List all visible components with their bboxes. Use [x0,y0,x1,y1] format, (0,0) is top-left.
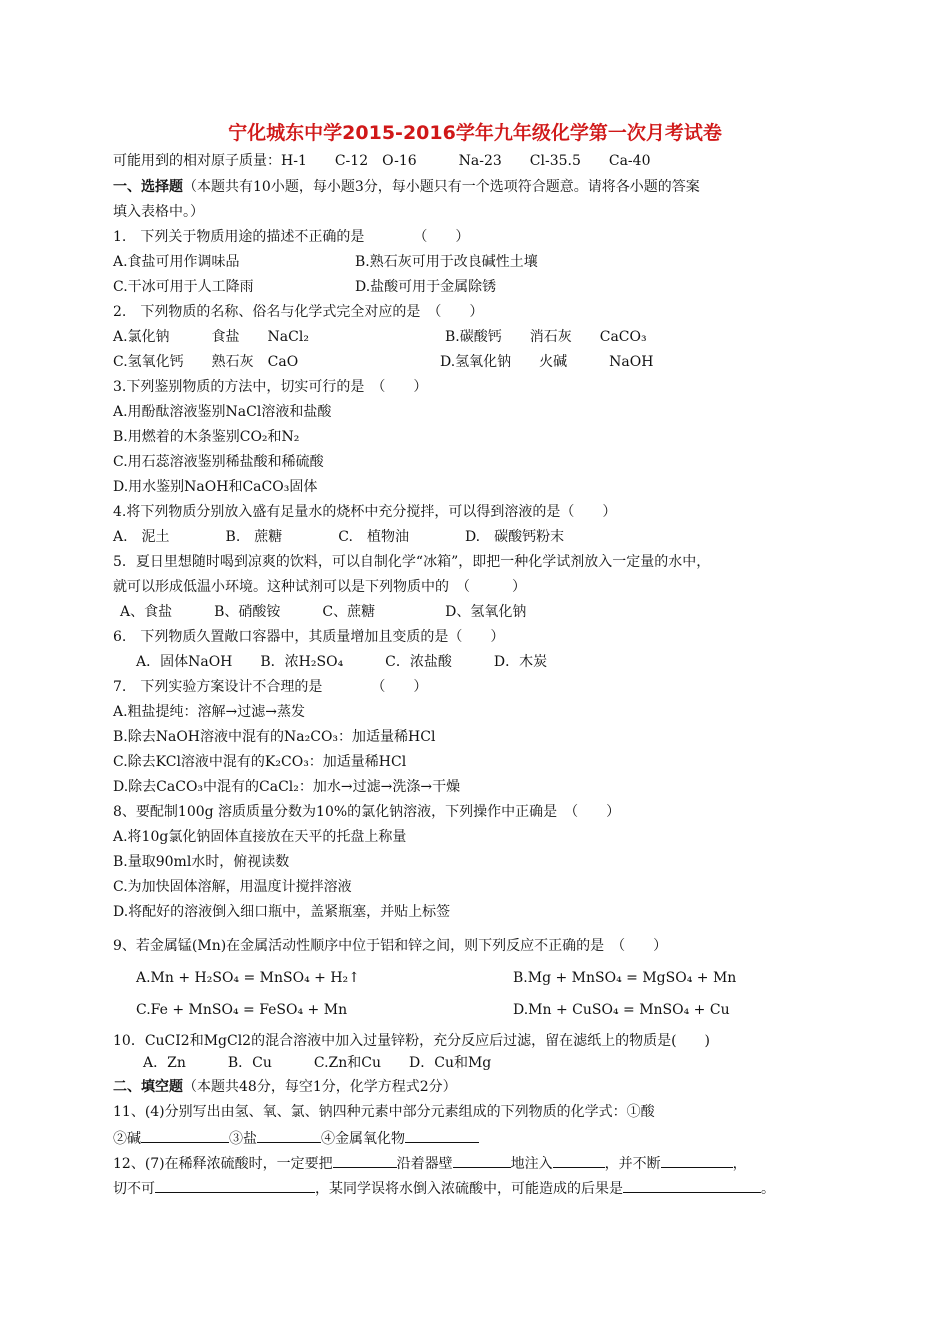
q3-option-b: B.用燃着的木条鉴别CO₂和N₂ [113,429,300,445]
q1-stem: 1. 下列关于物质用途的描述不正确的是 （ ） [113,229,470,245]
q2-stem: 2. 下列物质的名称、俗名与化学式完全对应的是 （ ） [113,304,484,320]
q5-stem-cont: 就可以形成低温小环境。这种试剂可以是下列物质中的 （ ） [113,579,526,595]
q3-option-c: C.用石蕊溶液鉴别稀盐酸和稀硫酸 [113,454,324,470]
q4-options: A. 泥土 B. 蔗糖 C. 植物油 D. 碳酸钙粉末 [113,529,565,545]
q8-option-a: A.将10g氯化钠固体直接放在天平的托盘上称量 [113,829,407,845]
q1-option-c: C.干冰可用于人工降雨 [113,279,254,295]
q2-option-d: D.氢氧化钠 火碱 NaOH [440,354,654,370]
q7-option-a: A.粗盐提纯：溶解→过滤→蒸发 [113,704,306,720]
section1-intro [113,178,700,196]
q6-stem: 6. 下列物质久置敞口容器中，其质量增加且变质的是（ ） [113,629,505,645]
q11-salt-label: ③盐 [229,1131,257,1147]
q8-stem: 8、要配制100g 溶质质量分数为10%的氯化钠溶液，下列操作中正确是 （ ） [113,804,621,820]
q1-option-b: B.熟石灰可用于改良碱性土壤 [355,254,538,270]
q7-stem: 7. 下列实验方案设计不合理的是 （ ） [113,679,428,695]
q2-option-a: A.氯化钠 食盐 NaCl₂ [113,329,309,345]
section2-intro [113,1078,457,1096]
q12-text-5: ， [732,1156,747,1172]
q11-stem: 11、(4)分别写出由氢、氧、氯、钠四种元素中部分元素组成的下列物质的化学式：①酸 [113,1104,655,1120]
page-title: 宁化城东中学2015-2016学年九年级化学第一次月考试卷 [228,122,722,144]
q12-blank-6[interactable] [623,1178,761,1193]
q8-option-b: B.量取90ml水时，俯视读数 [113,854,290,870]
q12-blank-4[interactable] [661,1153,733,1168]
q11-base-blank[interactable] [141,1128,229,1143]
section2-note: （本题共48分，每空1分，化学方程式2分） [183,1079,457,1095]
q1-option-d: D.盐酸可用于金属除锈 [355,279,497,295]
q11-oxide-label: ④金属氧化物 [321,1131,405,1147]
q9-option-d: D.Mn + CuSO₄ = MnSO₄ + Cu [513,1002,730,1018]
atomic-masses: 可能用到的相对原子质量：H-1 C-12 O-16 Na-23 Cl-35.5 Ca-40 [113,153,651,169]
q11-blanks [113,1128,479,1148]
q9-option-a: A.Mn + H₂SO₄ = MnSO₄ + H₂↑ [136,970,360,986]
q1-option-a: A.食盐可用作调味品 [113,254,240,270]
q5-stem: 5．夏日里想随时喝到凉爽的饮料，可以自制化学“冰箱”，即把一种化学试剂放入一定量的水中， [113,554,711,570]
q12-text-4: ，并不断 [604,1156,661,1172]
q9-option-c: C.Fe + MnSO₄ = FeSO₄ + Mn [136,1002,348,1018]
q8-option-d: D.将配好的溶液倒入细口瓶中，盖紧瓶塞，并贴上标签 [113,904,451,920]
q3-option-d: D.用水鉴别NaOH和CaCO₃固体 [113,479,318,495]
q7-option-d: D.除去CaCO₃中混有的CaCl₂：加水→过滤→洗涤→干燥 [113,779,461,795]
q6-options: A．固体NaOH B．浓H₂SO₄ C．浓盐酸 D．木炭 [136,654,548,670]
section2-heading: 二、填空题 [113,1079,183,1095]
q12-blank-1[interactable] [333,1153,397,1168]
q4-stem: 4.将下列物质分别放入盛有足量水的烧杯中充分搅拌，可以得到溶液的是（ ） [113,504,617,520]
q12-blank-2[interactable] [453,1153,511,1168]
section1-note-cont: 填入表格中。） [113,204,204,220]
section1-heading: 一、选择题 [113,179,183,195]
q12-text-7: ，某同学误将水倒入浓硫酸中，可能造成的后果是 [315,1181,623,1197]
q12-text-6: 切不可 [113,1181,155,1197]
q10-options: A．Zn B．Cu C.Zn和Cu D．Cu和Mg [143,1055,492,1071]
section1-note: （本题共有10小题，每小题3分，每小题只有一个选项符合题意。请将各小题的答案 [183,179,700,195]
q12-text-2: 沿着器壁 [396,1156,453,1172]
q3-option-a: A.用酚酞溶液鉴别NaCl溶液和盐酸 [113,404,332,420]
q2-option-c: C.氢氧化钙 熟石灰 CaO [113,354,299,370]
q2-option-b: B.碳酸钙 消石灰 CaCO₃ [445,329,647,345]
q12-text-3: 地注入 [510,1156,553,1172]
q12-text-8: 。 [761,1181,775,1197]
q11-base-label: ②碱 [113,1131,141,1147]
q7-option-c: C.除去KCl溶液中混有的K₂CO₃：加适量稀HCl [113,754,407,770]
q8-option-c: C.为加快固体溶解，用温度计搅拌溶液 [113,879,352,895]
q10-stem: 10．CuCI2和MgCl2的混合溶液中加入过量锌粉，充分反应后过滤，留在滤纸上的物质是( ) [113,1033,711,1049]
q12-line1 [113,1153,747,1173]
q5-options: A、食盐 B、硝酸铵 C、蔗糖 D、氢氧化钠 [120,604,527,620]
q11-oxide-blank[interactable] [405,1128,479,1143]
q12-blank-3[interactable] [553,1153,605,1168]
q12-blank-5[interactable] [155,1178,315,1193]
q9-option-b: B.Mg + MnSO₄ = MgSO₄ + Mn [513,970,737,986]
q7-option-b: B.除去NaOH溶液中混有的Na₂CO₃：加适量稀HCl [113,729,436,745]
q9-stem: 9、若金属锰(Mn)在金属活动性顺序中位于铝和锌之间，则下列反应不正确的是 （ ） [113,938,668,954]
q12-line2 [113,1178,775,1198]
q3-stem: 3.下列鉴别物质的方法中，切实可行的是 （ ） [113,379,428,395]
q12-text-1: 12、(7)在稀释浓硫酸时，一定要把 [113,1156,333,1172]
q11-salt-blank[interactable] [257,1128,321,1143]
